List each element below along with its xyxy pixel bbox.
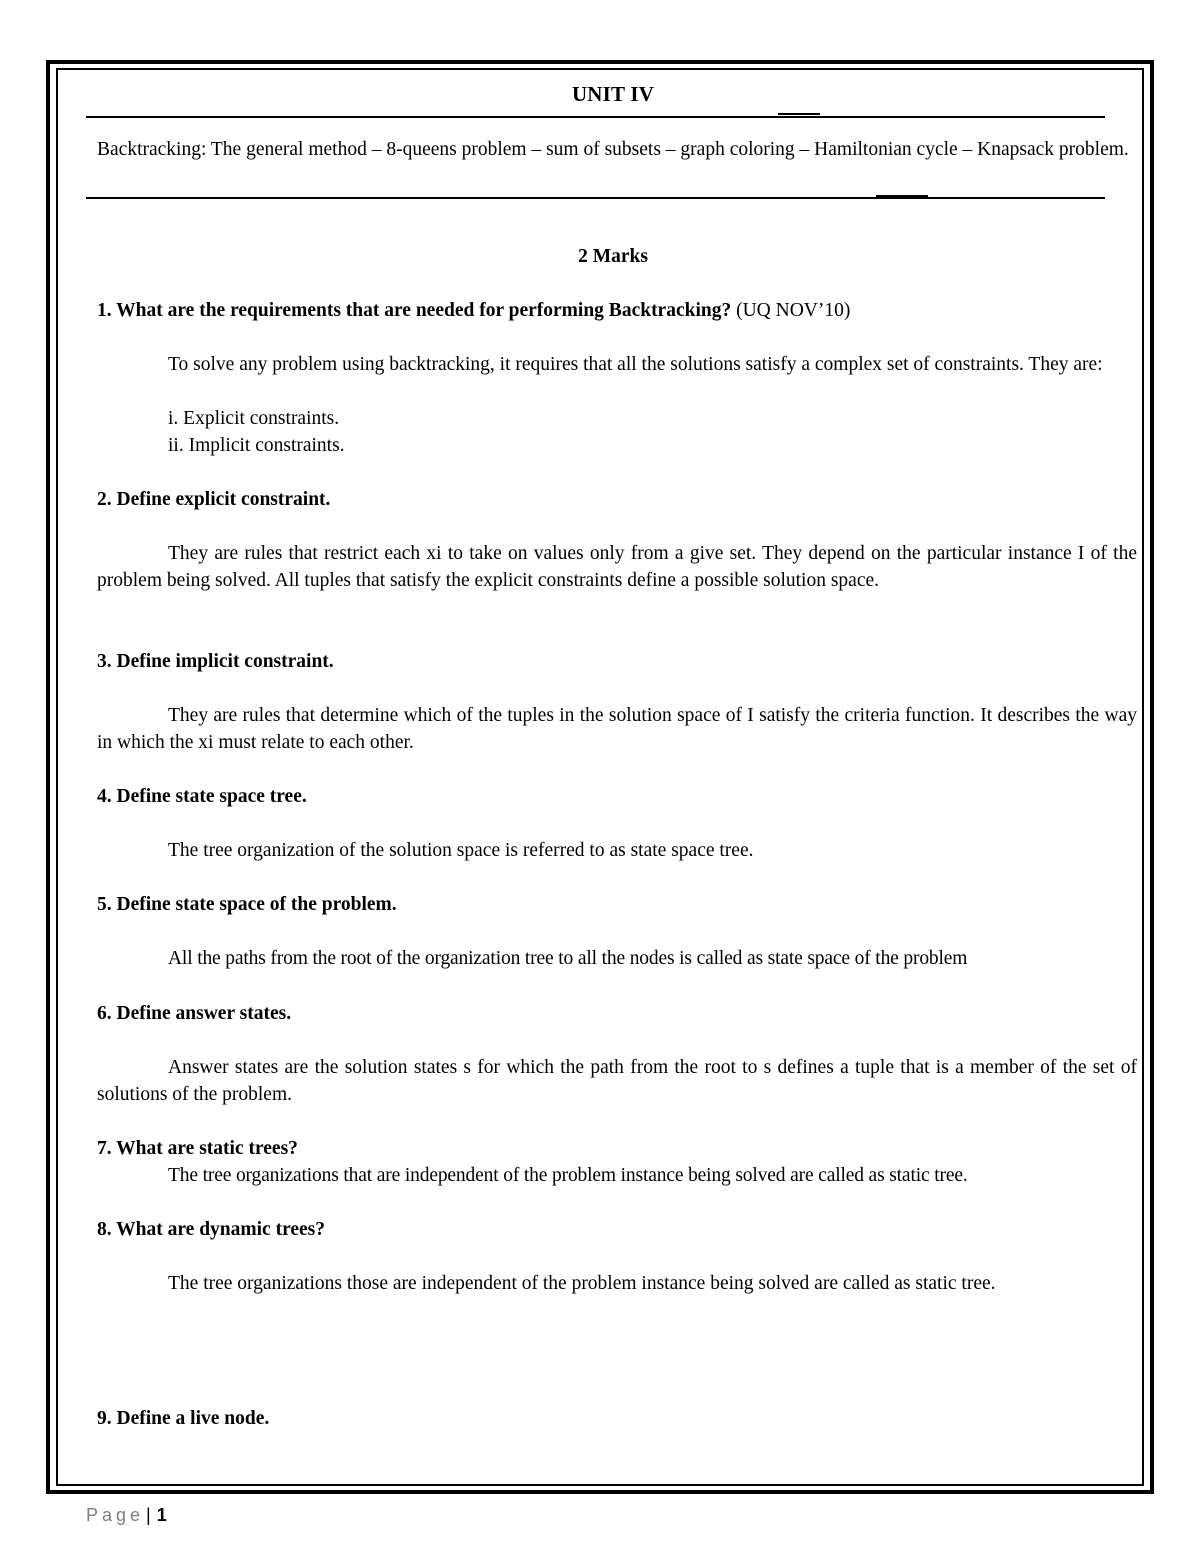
footer-separator: | xyxy=(146,1505,151,1525)
header-rule-tick-bottom xyxy=(876,195,928,197)
question-7-answer: The tree organizations that are independent of the problem instance being solved are called as static tree. xyxy=(168,1165,968,1186)
question-1-tag: (UQ NOV’10) xyxy=(731,300,851,321)
question-9-heading: 9. Define a live node. xyxy=(97,1408,270,1429)
question-8-heading: 8. What are dynamic trees? xyxy=(97,1219,326,1240)
question-2-answer: They are rules that restrict each xi to take on values only from a give set. They depend on the particular instance I of the problem being solved. All tuples that satisfy the explicit constraints define a possible solution space. xyxy=(97,543,1137,591)
question-1-item-1: i. Explicit constraints. xyxy=(168,408,340,429)
syllabus-text: Backtracking: The general method – 8-queens problem – sum of subsets – graph coloring – Hamiltonian cycle – Knapsack problem. xyxy=(97,139,1129,160)
question-1-label: 1. What are the requirements that are needed for performing Backtracking? xyxy=(97,300,732,321)
page-footer xyxy=(86,1505,167,1526)
question-4-answer: The tree organization of the solution space is referred to as state space tree. xyxy=(168,840,754,861)
header-rule-tick-top xyxy=(778,113,820,115)
header-rule-top xyxy=(86,116,1105,118)
unit-title: UNIT IV xyxy=(571,82,655,106)
footer-page-number: 1 xyxy=(156,1505,167,1525)
question-4-heading: 4. Define state space tree. xyxy=(97,786,307,807)
question-1-item-2: ii. Implicit constraints. xyxy=(168,435,345,456)
footer-page-word: Page xyxy=(86,1505,145,1525)
question-3-heading: 3. Define implicit constraint. xyxy=(97,651,334,672)
question-5-heading: 5. Define state space of the problem. xyxy=(97,894,397,915)
question-8-answer: The tree organizations those are independent of the problem instance being solved are called as static tree. xyxy=(168,1273,996,1294)
question-7-heading: 7. What are static trees? xyxy=(97,1138,298,1159)
question-3-answer: They are rules that determine which of the tuples in the solution space of I satisfy the criteria function. It describes the way in which the xi must relate to each other. xyxy=(97,705,1137,753)
section-title: 2 Marks xyxy=(578,246,648,267)
question-5-answer: All the paths from the root of the organization tree to all the nodes is called as state space of the problem xyxy=(168,948,968,969)
header-rule-bottom xyxy=(86,197,1105,199)
question-1-heading xyxy=(97,297,850,324)
question-6-heading: 6. Define answer states. xyxy=(97,1003,292,1024)
question-6-answer: Answer states are the solution states s for which the path from the root to s defines a tuple that is a member of the set of solutions of the problem. xyxy=(97,1057,1137,1105)
question-1-answer: To solve any problem using backtracking, it requires that all the solutions satisfy a complex set of constraints. They are: xyxy=(168,354,1103,375)
question-2-heading: 2. Define explicit constraint. xyxy=(97,489,331,510)
